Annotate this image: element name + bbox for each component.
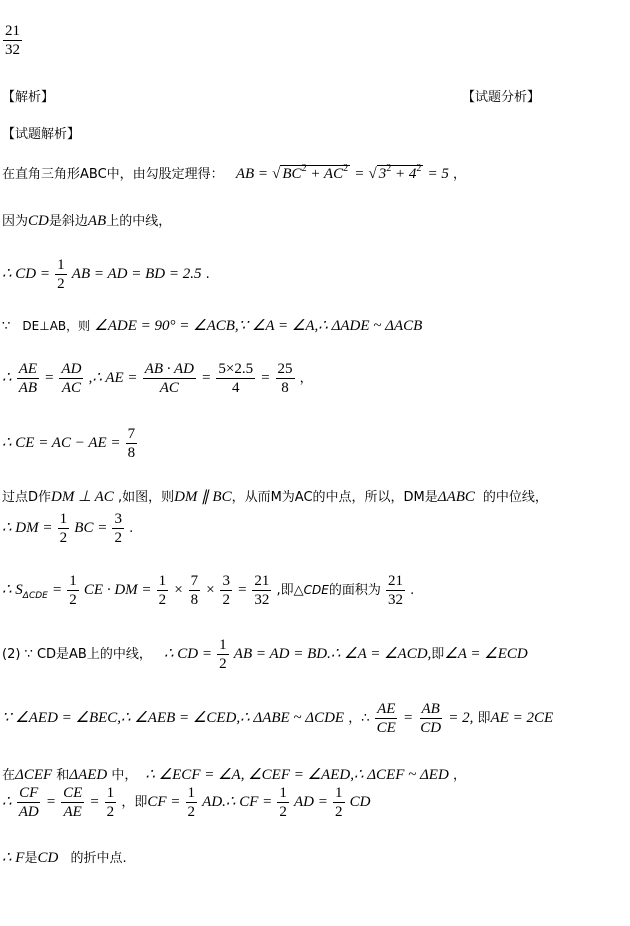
heading-jiexi: 【解析】 bbox=[2, 90, 55, 105]
line-conclusion: ∴ F是CD 的折中点. bbox=[2, 850, 127, 866]
line-similar-3: 在ΔCEF 和ΔAED 中， ∴ ∠ECF = ∠A, ∠CEF = ∠AED,∴ ΔCEF ~ ΔED ， bbox=[2, 767, 466, 783]
line-area: ∴ $S_{\Delta CDE}$ = $\frac{1}{2}$ CE · DM = $\frac{1}{2}$ × $\frac{7}{8}$ × $\frac{3}{2}$ = $\frac{21}{32}$ ,即△CDE的面积为 $\frac{21}{32}$ . bbox=[2, 573, 415, 608]
answer-denominator: 32 bbox=[5, 42, 20, 58]
line-ae-value: ∴ $\frac{AE}{AB}$ = $\frac{AD}{AC}$ ,∴ AE = $\frac{AB \cdot AD}{AC}$ = $\frac{5\times 2.5}{4}$ = $\frac{25}{8}$ ， bbox=[2, 361, 313, 396]
heading-fenxi: 【试题分析】 bbox=[462, 90, 541, 105]
l1-radical-1: $BC^2 + AC^2$ bbox=[282, 163, 349, 182]
line-similar-2: ∵ ∠AED = ∠BEC,∴ ∠AEB = ∠CED,∴ ΔABE ~ ΔCDE ，∴ $\frac{AE}{CE}$ = $\frac{AB}{CD}$ = 2, 即AE = 2CE bbox=[2, 701, 554, 736]
line-dm-value: ∴ DM = $\frac{1}{2}$ BC = $\frac{3}{2}$ . bbox=[2, 511, 134, 546]
answer-numerator: 21 bbox=[5, 23, 20, 39]
line-median: 因为CD是斜边AB上的中线， bbox=[2, 213, 172, 229]
line-cf-value: ∴ $\frac{CF}{AD}$ = $\frac{CE}{AE}$ = $\frac{1}{2}$ ，即CF = $\frac{1}{2}$ AD.∴ CF = $\frac{1}{2}$ AD = $\frac{1}{2}$ CD bbox=[2, 785, 371, 820]
heading-shiti-jiexi: 【试题解析】 bbox=[2, 127, 81, 142]
line-pythagoras: 在直角三角形ABC中，由勾股定理得： AB = √ $BC^2 + AC^2$ = √ $3^2 + 4^2 = 5$ ， bbox=[2, 163, 467, 182]
l1-ab: AB = bbox=[235, 166, 269, 182]
line-part2: (2) ∵ CD是AB上的中线， ∴ CD = $\frac{1}{2}$ AB = AD = BD.∴ ∠A = ∠ACD,即∠A = ∠ECD bbox=[2, 637, 528, 672]
line-cd-value: ∴ CD = $\frac{1}{2}$ AB = AD = BD = 2.5 . bbox=[2, 257, 210, 292]
l1-text: 在直角三角形ABC中，由勾股定理得： bbox=[2, 167, 224, 182]
l1-radical-2: $3^2 + 4^2$ bbox=[378, 163, 422, 182]
line-midline: 过点D作DM ⊥ AC ,如图，则DM ∥ BC，从而M为AC的中点，所以，DM是ΔABC 的中位线， bbox=[2, 489, 548, 505]
line-ce-value: ∴ CE = AC − AE = $\frac{7}{8}$ bbox=[2, 426, 136, 461]
line-similar-1: ∵ DE⊥AB，则 ∠ADE = 90° = ∠ACB,∵ ∠A = ∠A,∴ ΔADE ~ ΔACB bbox=[2, 318, 423, 334]
answer-fraction bbox=[2, 22, 23, 59]
